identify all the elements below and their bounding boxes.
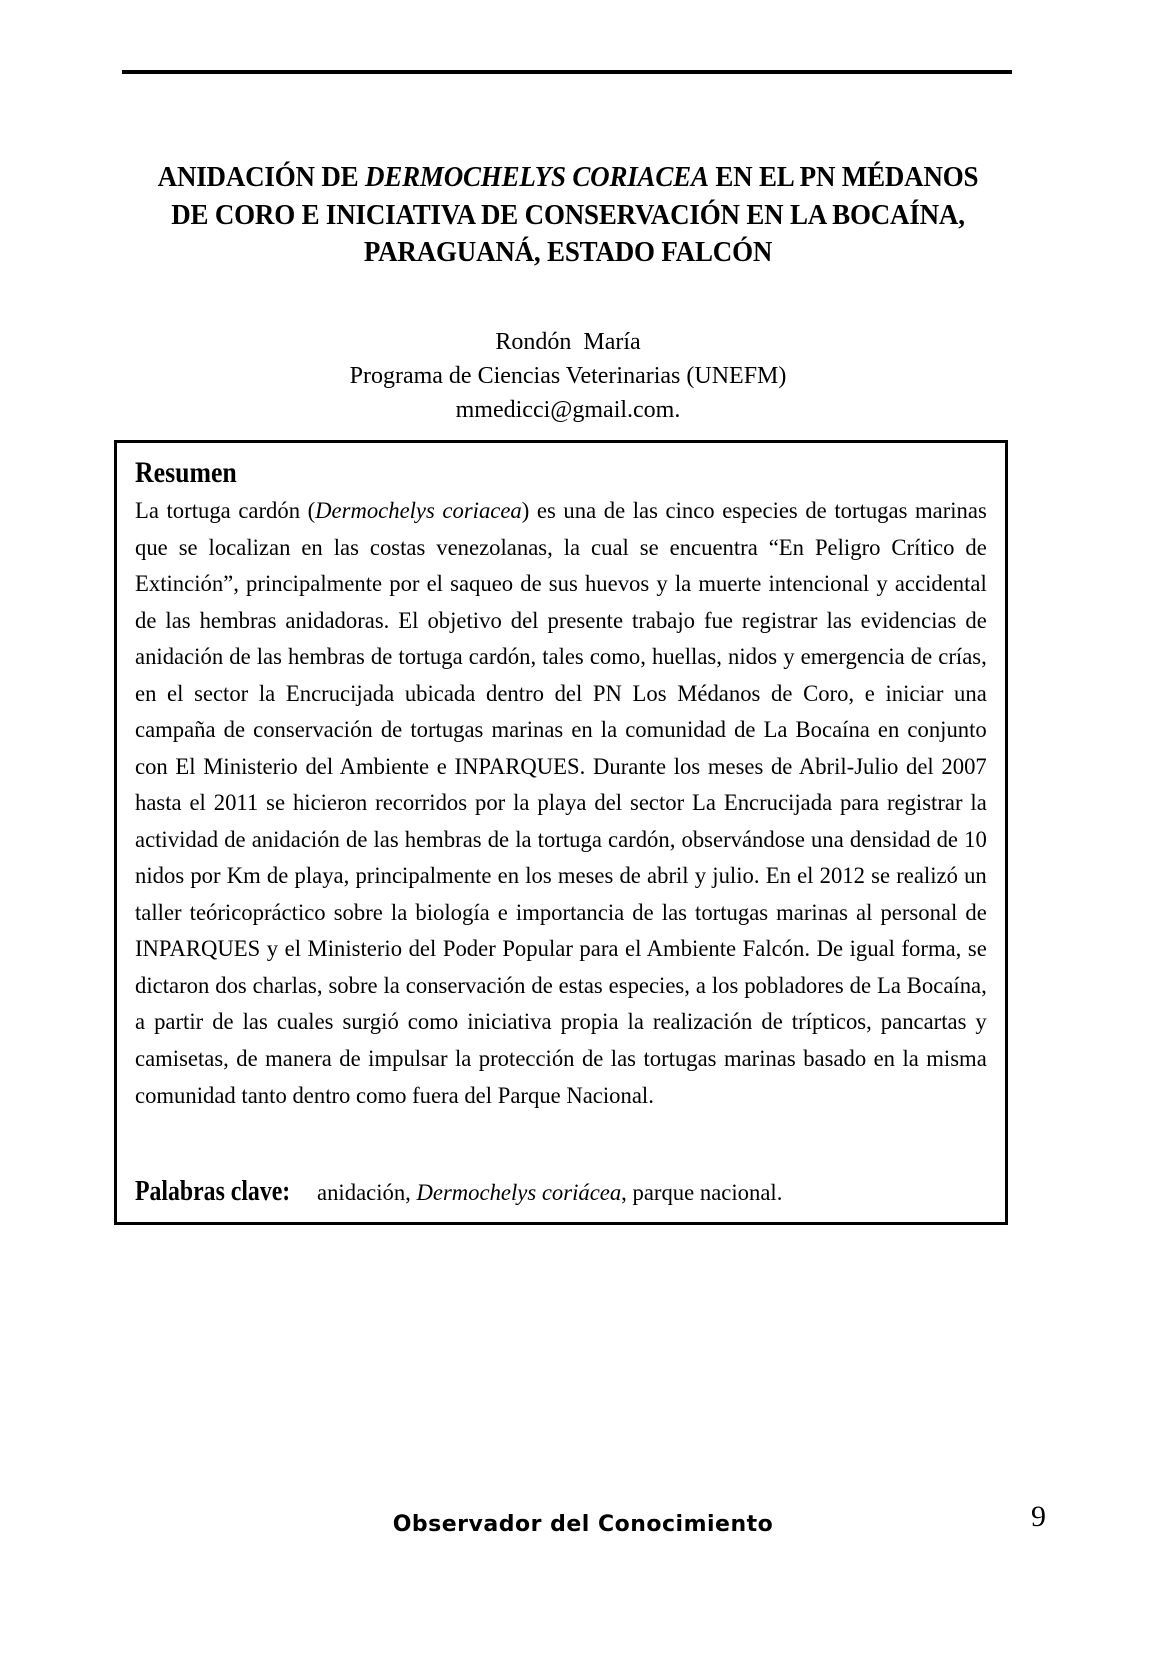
keywords-before: anidación, bbox=[311, 1179, 417, 1206]
title-suffix: EN EL PN MÉDANOS DE CORO E INICIATIVA DE CONSERVACIÓN EN LA BOCAÍNA, PARAGUANÁ, ESTADO FALCÓN bbox=[171, 161, 979, 268]
author-block bbox=[118, 325, 1018, 427]
keywords-label: Palabras clave: bbox=[135, 1175, 291, 1207]
footer-journal-title: Observador del Conocimiento bbox=[392, 1512, 774, 1537]
abstract-text-lead: La tortuga cardón ( bbox=[135, 498, 316, 524]
abstract-heading: Resumen bbox=[135, 456, 237, 489]
author-email: mmedicci@gmail.com. bbox=[455, 397, 681, 424]
header-rule bbox=[122, 70, 1012, 74]
title-species-italic: DERMOCHELYS CORIACEA bbox=[365, 161, 709, 194]
keywords-line bbox=[135, 1174, 955, 1210]
page-title bbox=[150, 159, 987, 270]
keywords-species-italic: Dermochelys coriácea bbox=[416, 1179, 622, 1206]
abstract-text-rest: ) es una de las cinco especies de tortugas marinas que se localizan en las costas venezolanas, la cual se encuentra “En Peligro Crítico de Extinción”, principalmente por el saqueo de sus huevos y la muerte intencional y accidental de las hembras anidadoras. El objetivo del presente trabajo fue registrar las evidencias de anidación de las hembras de tortuga cardón, tales como, huellas, nidos y emergencia de crías, en el sector la Encrucijada ubicada dentro del PN Los Médanos de Coro, e iniciar una campaña de conservación de tortugas marinas en la comunidad de La Bocaína en conjunto con El Ministerio del Ambiente e INPARQUES. Durante los meses de Abril-Julio del 2007 hasta el 2011 se hicieron recorridos por la playa del sector La Encrucijada para registrar la actividad de anidación de las hembras de la tortuga cardón, observándose una densidad de 10 nidos por Km de playa, principalmente en los meses de abril y julio. En el 2012 se realizó un taller teóricopráctico sobre la biología e importancia de las tortugas marinas al personal de INPARQUES y el Ministerio del Poder Popular para el Ambiente Falcón. De igual forma, se dictaron dos charlas, sobre la conservación de estas especies, a los pobladores de La Bocaína, a partir de las cuales surgió como iniciativa propia la realización de trípticos, pancartas y camisetas, de manera de impulsar la protección de las tortugas marinas basado en la misma comunidad tanto dentro como fuera del Parque Nacional. bbox=[135, 498, 987, 1109]
page-number: 9 bbox=[1031, 1500, 1046, 1533]
author-affiliation: Programa de Ciencias Veterinarias (UNEFM) bbox=[349, 363, 787, 390]
abstract-body bbox=[135, 493, 987, 1114]
abstract-box bbox=[114, 440, 1008, 1225]
keywords-after: , parque nacional. bbox=[621, 1179, 783, 1206]
abstract-species-italic: Dermochelys coriacea bbox=[315, 498, 522, 524]
title-prefix: ANIDACIÓN DE bbox=[157, 161, 366, 194]
author-name: Rondón María bbox=[495, 329, 641, 355]
